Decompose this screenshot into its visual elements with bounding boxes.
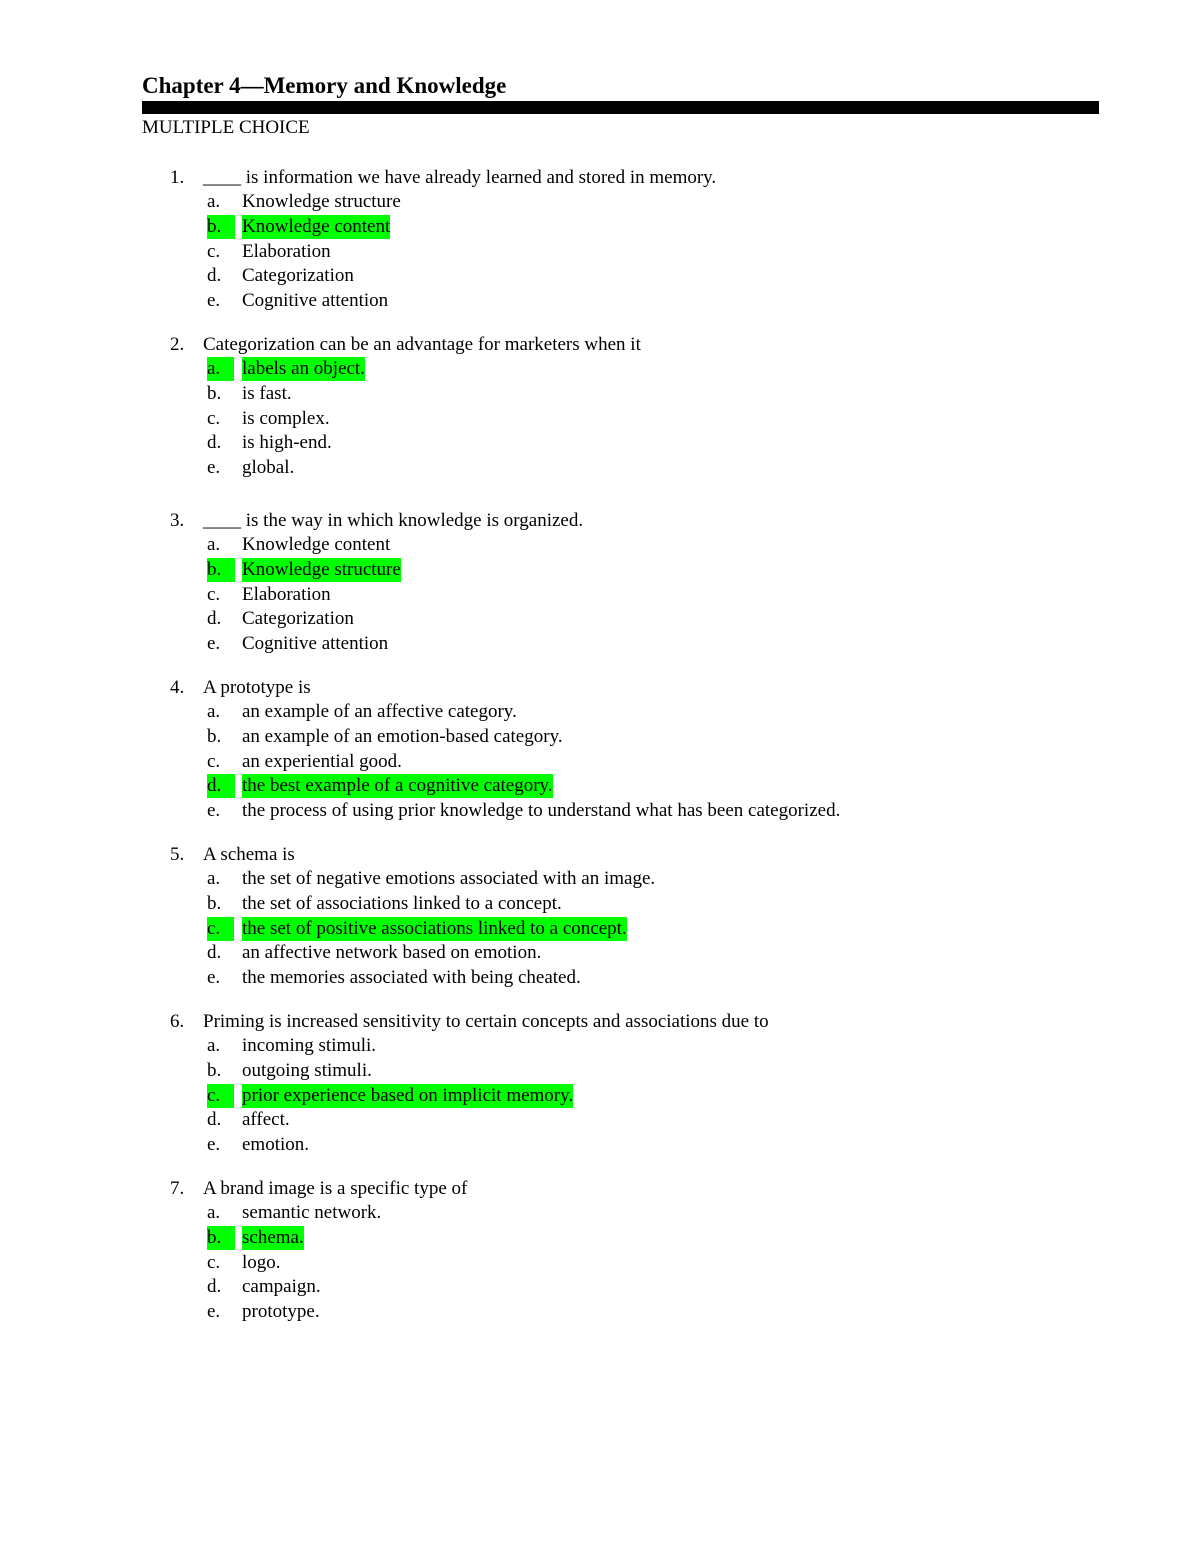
option-text: an experiential good. (242, 750, 402, 772)
question-stem (0, 675, 1100, 700)
option-text: prototype. (242, 1301, 320, 1323)
option-text: is fast. (242, 382, 292, 404)
option-text: is high-end. (242, 432, 332, 454)
option-text: the set of positive associations linked to a concept. (242, 917, 627, 939)
question-number: 2. (170, 334, 185, 355)
question-text: Categorization can be an advantage for marketers when it (203, 334, 641, 355)
option-letter: c. (207, 750, 221, 772)
option-letter: b. (207, 725, 222, 747)
question-number: 7. (170, 1178, 185, 1199)
answer-options (0, 1034, 1100, 1158)
answer-options (0, 533, 1100, 657)
option-letter: c. (207, 1251, 221, 1273)
option-letter: a. (207, 1202, 221, 1223)
answer-option (0, 1059, 1100, 1084)
option-letter: c. (207, 583, 221, 605)
option-text: semantic network. (242, 1202, 382, 1223)
answer-options (0, 700, 1100, 824)
answer-option-correct (0, 917, 1100, 942)
title-rule (142, 101, 1099, 114)
option-letter: d. (207, 1109, 222, 1131)
answer-option (0, 1034, 1100, 1059)
question-text: A brand image is a specific type of (203, 1178, 468, 1199)
question-stem (0, 842, 1100, 867)
answer-option (0, 382, 1100, 407)
option-letter: e. (207, 1134, 221, 1156)
question-number: 1. (170, 167, 185, 188)
answer-option (0, 431, 1100, 456)
answer-option (0, 456, 1100, 481)
option-text: prior experience based on implicit memory. (242, 1084, 574, 1106)
option-letter: c. (207, 1084, 234, 1108)
option-letter: a. (207, 357, 234, 381)
option-text: Cognitive attention (242, 290, 389, 312)
option-text: an example of an emotion-based category. (242, 725, 563, 747)
option-letter: a. (207, 701, 221, 722)
section-heading: MULTIPLE CHOICE (142, 117, 310, 138)
question-1 (0, 165, 1100, 314)
question-4 (0, 675, 1100, 824)
option-letter: b. (207, 1226, 235, 1250)
question-3 (0, 508, 1100, 657)
option-letter: b. (207, 382, 222, 404)
answer-option-correct (0, 357, 1100, 382)
option-text: affect. (242, 1109, 290, 1131)
option-letter: d. (207, 774, 235, 798)
option-letter: e. (207, 1301, 221, 1323)
option-text: schema. (242, 1226, 304, 1248)
answer-option (0, 725, 1100, 750)
option-text: campaign. (242, 1276, 321, 1298)
question-text: Priming is increased sensitivity to certain concepts and associations due to (203, 1011, 769, 1032)
answer-option (0, 264, 1100, 289)
answer-option (0, 1300, 1100, 1325)
answer-option (0, 867, 1100, 892)
answer-option-correct (0, 1226, 1100, 1251)
question-number: 4. (170, 677, 185, 698)
question-5 (0, 842, 1100, 991)
answer-option (0, 289, 1100, 314)
question-number: 5. (170, 844, 185, 865)
option-letter: c. (207, 917, 234, 941)
option-text: emotion. (242, 1134, 310, 1156)
option-letter: b. (207, 558, 235, 582)
answer-option (0, 607, 1100, 632)
option-text: labels an object. (242, 358, 365, 379)
option-letter: e. (207, 290, 221, 312)
question-text: ____ is information we have already learned and stored in memory. (203, 167, 717, 188)
question-7 (0, 1176, 1100, 1325)
option-text: logo. (242, 1251, 281, 1273)
answer-option-correct (0, 1084, 1100, 1109)
answer-option (0, 1251, 1100, 1276)
option-text: Categorization (242, 265, 354, 287)
chapter-title: Chapter 4—Memory and Knowledge (142, 73, 507, 98)
question-6 (0, 1009, 1100, 1158)
option-letter: a. (207, 534, 221, 555)
option-text: Knowledge content (242, 534, 391, 555)
answer-option (0, 407, 1100, 432)
answer-option-correct (0, 774, 1100, 799)
option-text: the best example of a cognitive category. (242, 775, 553, 797)
question-stem (0, 1009, 1100, 1034)
question-number: 6. (170, 1011, 185, 1032)
option-text: Knowledge structure (242, 191, 401, 212)
option-text: outgoing stimuli. (242, 1059, 372, 1081)
answer-options (0, 190, 1100, 314)
option-text: Cognitive attention (242, 633, 389, 655)
option-letter: b. (207, 1059, 222, 1081)
option-letter: b. (207, 892, 222, 914)
option-letter: d. (207, 942, 222, 964)
option-letter: d. (207, 432, 222, 454)
option-letter: d. (207, 608, 222, 630)
answer-option (0, 700, 1100, 725)
option-letter: a. (207, 868, 221, 889)
option-text: Knowledge structure (242, 558, 401, 580)
answer-options (0, 867, 1100, 991)
question-stem (0, 1176, 1100, 1201)
question-2 (0, 332, 1100, 481)
answer-option (0, 1275, 1100, 1300)
answer-option (0, 799, 1100, 824)
option-text: incoming stimuli. (242, 1035, 377, 1056)
answer-option (0, 1201, 1100, 1226)
option-letter: e. (207, 800, 221, 822)
answer-option (0, 240, 1100, 265)
option-letter: a. (207, 1035, 221, 1056)
answer-options (0, 357, 1100, 481)
option-letter: d. (207, 265, 222, 287)
option-text: Knowledge content (242, 215, 391, 237)
option-text: Elaboration (242, 240, 331, 262)
option-text: an affective network based on emotion. (242, 942, 542, 964)
option-text: the process of using prior knowledge to understand what has been categorized. (242, 800, 841, 822)
option-text: the set of associations linked to a concept. (242, 892, 562, 914)
option-letter: a. (207, 191, 221, 212)
question-stem (0, 508, 1100, 533)
option-letter: b. (207, 215, 235, 239)
option-text: the memories associated with being cheated. (242, 967, 581, 989)
question-stem (0, 165, 1100, 190)
answer-option (0, 533, 1100, 558)
answer-option (0, 892, 1100, 917)
option-text: Categorization (242, 608, 354, 630)
answer-options (0, 1201, 1100, 1325)
answer-option (0, 941, 1100, 966)
answer-option (0, 1108, 1100, 1133)
question-text: A schema is (203, 844, 295, 865)
answer-option-correct (0, 215, 1100, 240)
option-text: Elaboration (242, 583, 331, 605)
answer-option (0, 750, 1100, 775)
option-letter: d. (207, 1276, 222, 1298)
question-number: 3. (170, 510, 185, 531)
option-text: global. (242, 457, 295, 479)
option-letter: c. (207, 240, 221, 262)
option-text: an example of an affective category. (242, 701, 517, 722)
option-text: is complex. (242, 407, 330, 429)
answer-option (0, 632, 1100, 657)
answer-option (0, 966, 1100, 991)
answer-option (0, 583, 1100, 608)
answer-option (0, 190, 1100, 215)
option-letter: e. (207, 967, 221, 989)
answer-option (0, 1133, 1100, 1158)
option-text: the set of negative emotions associated with an image. (242, 868, 656, 889)
question-text: ____ is the way in which knowledge is organized. (203, 510, 584, 531)
answer-option-correct (0, 558, 1100, 583)
question-text: A prototype is (203, 677, 311, 698)
option-letter: c. (207, 407, 221, 429)
option-letter: e. (207, 633, 221, 655)
question-stem (0, 332, 1100, 357)
option-letter: e. (207, 457, 221, 479)
